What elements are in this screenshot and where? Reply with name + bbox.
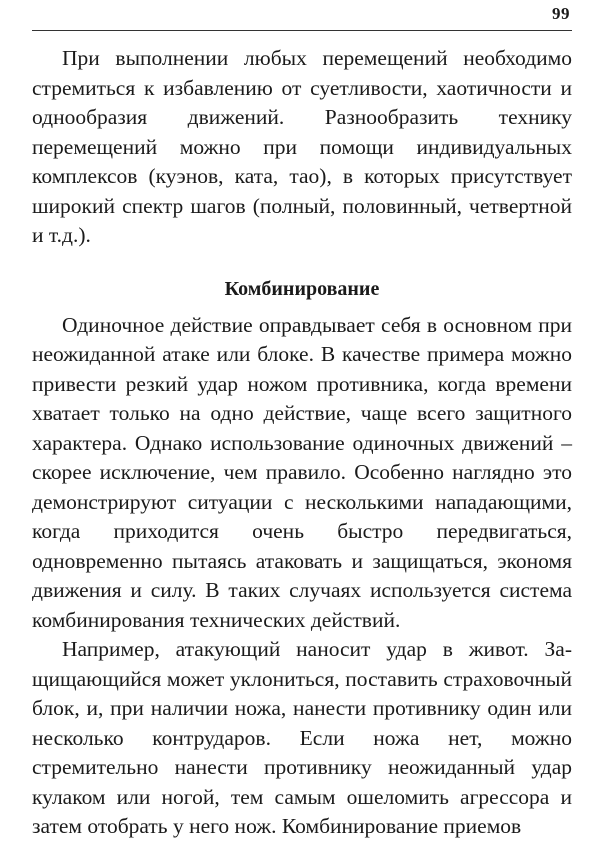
paragraph-example: Например, атакующий наносит удар в живот. Защищающийся может уклониться, поставить страховочный блок, и, при наличии ножа, нанести противнику один или несколько контрударов. Если ножа нет, можно стремительно нанести противнику неожиданный удар кулаком или ногой, тем самым ошеломить агрессора и затем отобрать у него нож. Комбинирование приемов [32,637,572,838]
page-number: 99 [552,4,570,23]
page-content [32,44,572,842]
paragraph-movements: При выполнении любых перемещений необходимо стремиться к избавлению от суетливости, хаотичности и однообразия движений. Разнообразить технику перемещений можно при помощи индивидуальных комплексов (куэнов, ката, тао), в которых присутствует широкий спектр шагов (полный, половинный, четвертной и т.д.). [32,46,572,247]
header-rule [32,30,572,31]
paragraph-single-action: Одиночное действие оправдывает себя в основном при неожиданной атаке или блоке. В качестве примера можно привести резкий удар ножом противника, когда времени хватает только на одно действие, чаще всего защитного характера. Однако использование одиночных движений – скорее исключение, чем правило. Особенно наглядно это демонстрируют ситуации с несколькими нападающими, когда приходится очень быстро передвигаться, одновременно пытаясь атаковать и защищаться, экономя движения и силу. В таких случаях используется система комбинирования технических действий. [32,312,572,632]
section-heading: Комбинирование [224,277,380,300]
